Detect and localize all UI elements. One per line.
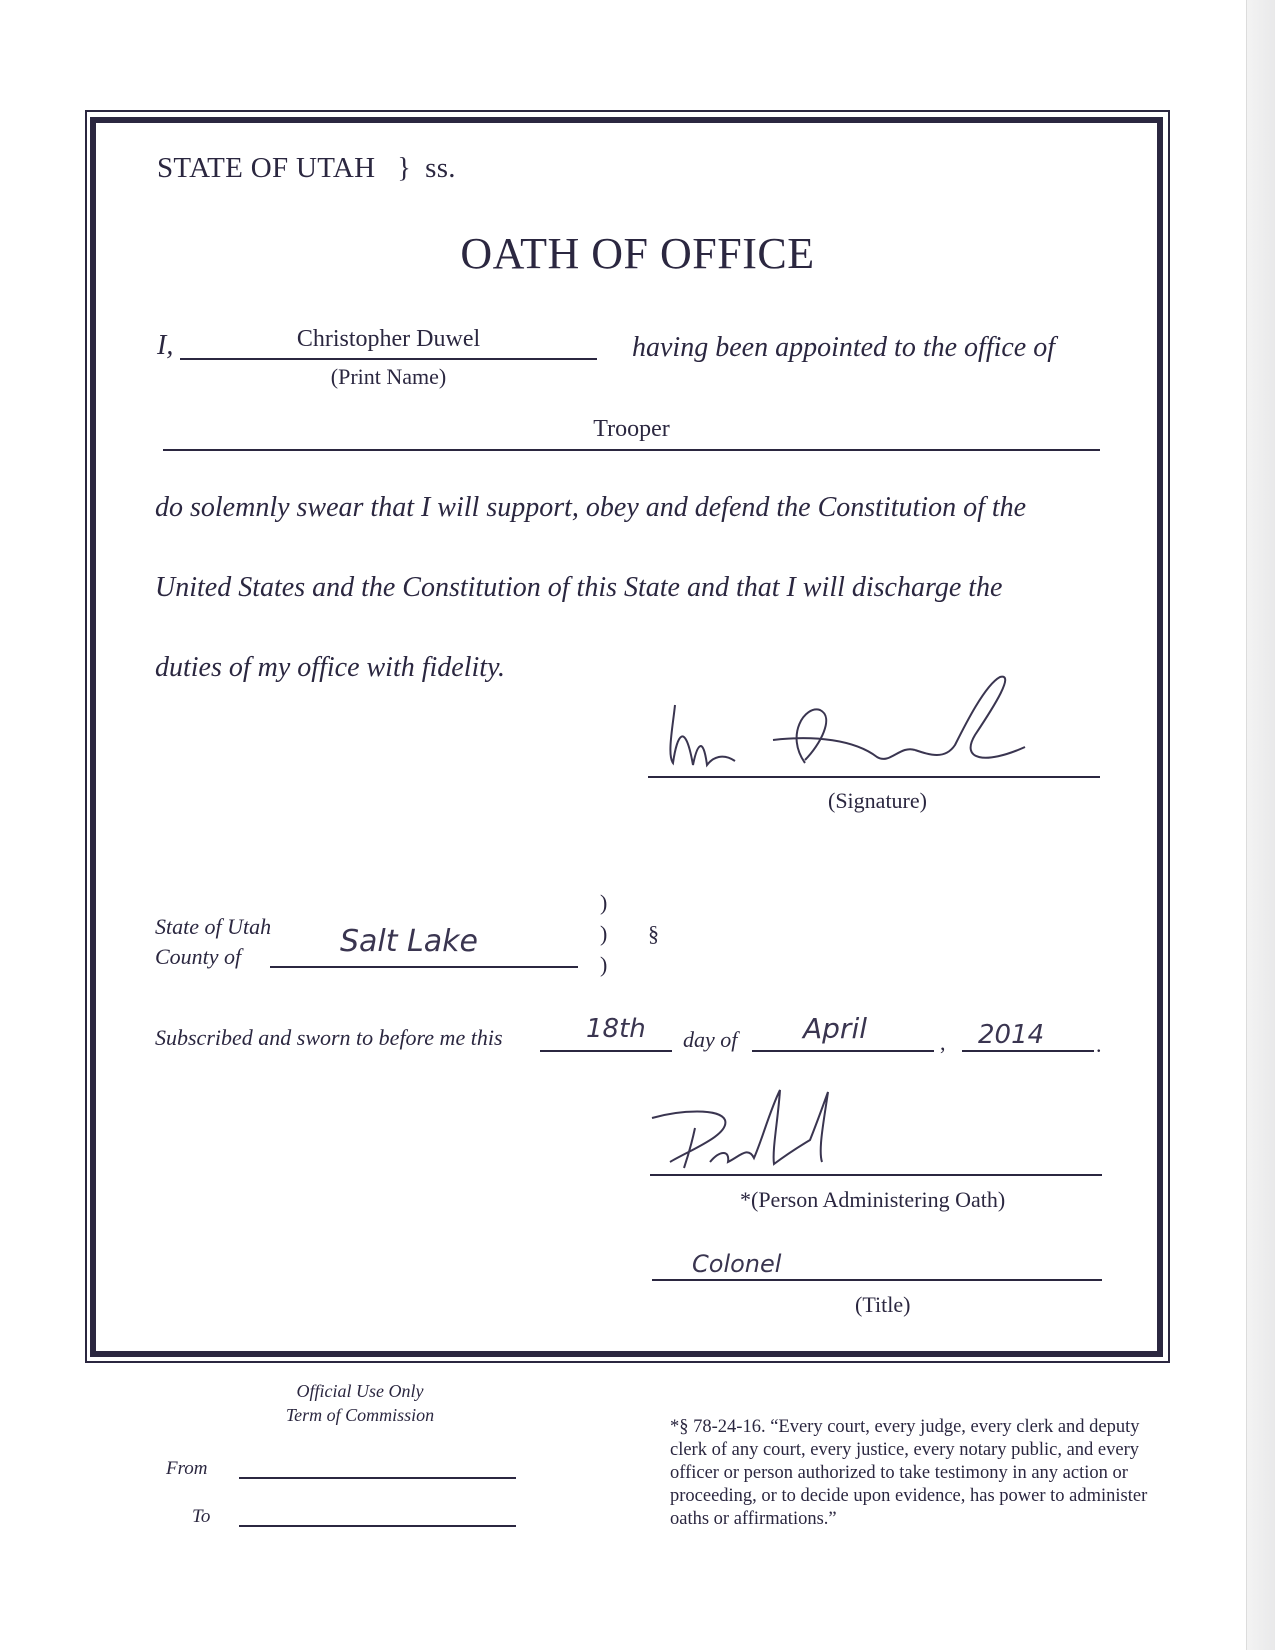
signature-caption: (Signature)	[828, 788, 927, 813]
from-line	[239, 1477, 516, 1479]
office-value: Trooper	[593, 416, 670, 442]
oath-taker-signature	[655, 665, 1035, 780]
month-line	[752, 1050, 934, 1052]
paren-2: )	[600, 921, 608, 946]
subscribed-text: Subscribed and sworn to before me this	[155, 1025, 503, 1050]
brace-symbol: }	[397, 153, 412, 184]
oath-body-line-2: United States and the Constitution of this State and that I will discharge the	[155, 572, 1003, 603]
administering-caption: *(Person Administering Oath)	[740, 1187, 1006, 1212]
day-of-text: day of	[683, 1027, 738, 1052]
comma: ,	[940, 1030, 946, 1055]
print-name-line	[180, 358, 597, 360]
to-label: To	[192, 1506, 211, 1527]
title-line	[652, 1279, 1102, 1281]
from-label: From	[166, 1458, 208, 1479]
i-label: I,	[157, 330, 174, 361]
oath-body-line-3: duties of my office with fidelity.	[155, 652, 505, 683]
day-value: 18th	[586, 1014, 646, 1044]
year-value: 2014	[978, 1020, 1045, 1050]
month-value: April	[803, 1012, 867, 1045]
print-name-caption: (Print Name)	[330, 364, 447, 389]
term-of-commission-heading: Term of Commission	[285, 1405, 435, 1425]
appointed-text: having been appointed to the office of	[632, 332, 1056, 363]
year-line	[962, 1050, 1094, 1052]
administering-line	[650, 1174, 1102, 1176]
statute-footnote: *§ 78-24-16. “Every court, every judge, every clerk and deputy clerk of any court, every justice, every notary public, and every officer or person authorized to take testimony in any action or proceeding, or to decide upon evidence, has power to administer oaths or affirmations.”	[670, 1417, 1148, 1529]
paren-1: )	[600, 890, 608, 915]
jurat-state-label: State of Utah	[155, 914, 272, 939]
title-caption: (Title)	[855, 1292, 911, 1317]
signature-line	[648, 776, 1100, 778]
print-name-value: Christopher Duwel	[296, 326, 481, 352]
administering-signature	[650, 1080, 870, 1175]
ss-abbrev: ss.	[425, 152, 456, 184]
paren-3: )	[600, 952, 608, 977]
state-name: STATE OF UTAH	[157, 152, 376, 184]
period: .	[1096, 1032, 1102, 1057]
official-use-heading: Official Use Only	[296, 1381, 424, 1401]
county-value: Salt Lake	[340, 924, 478, 959]
office-line	[163, 449, 1100, 451]
state-header	[157, 152, 456, 185]
title-value: Colonel	[692, 1250, 782, 1278]
section-symbol: §	[648, 921, 659, 946]
oath-body-line-1: do solemnly swear that I will support, obey and defend the Constitution of the	[155, 492, 1027, 523]
day-line	[540, 1050, 672, 1052]
page-title: OATH OF OFFICE	[460, 229, 815, 278]
county-line	[270, 966, 578, 968]
to-line	[239, 1525, 516, 1527]
jurat-county-label: County of	[155, 944, 242, 969]
